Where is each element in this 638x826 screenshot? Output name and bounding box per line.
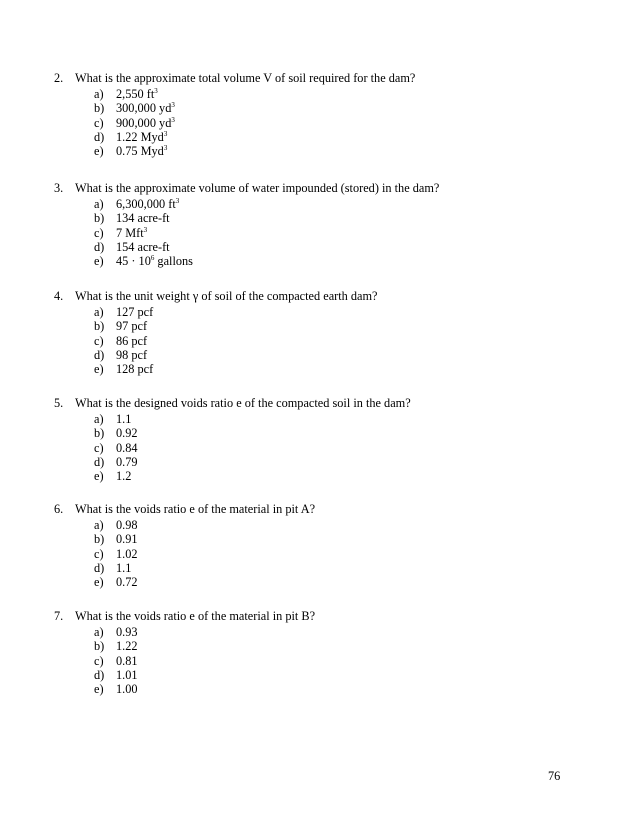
answer-option-c [94,654,614,668]
answer-option-b [94,319,614,333]
answer-option-e [94,362,614,376]
question-stem [54,609,614,623]
option-text: 900,000 yd [116,115,172,130]
question-2 [54,71,614,158]
option-text: 127 pcf [116,305,154,319]
answer-options [94,305,614,376]
answer-option-e [94,682,614,696]
option-text: 0.93 [116,625,138,639]
question-5 [54,396,614,483]
answer-option-a [94,87,614,101]
answer-option-b [94,211,614,225]
question-stem [54,181,614,195]
question-number: 5. [54,396,64,410]
option-letter: b) [94,426,105,441]
answer-option-a [94,625,614,639]
question-3 [54,181,614,268]
option-letter: e) [94,362,104,377]
option-superscript: 3 [143,225,148,234]
answer-option-c [94,116,614,130]
answer-option-d [94,348,614,362]
answer-option-c [94,334,614,348]
answer-option-d [94,240,614,254]
page-number: 76 [548,769,561,783]
option-letter: c) [94,333,104,348]
option-text-suffix: gallons [154,254,193,269]
option-text: 1.01 [116,667,138,682]
option-letter: c) [94,115,104,130]
option-superscript: 3 [171,115,175,124]
option-letter: b) [94,101,105,116]
option-letter: b) [94,211,105,226]
option-text: 98 pcf [116,347,148,362]
question-stem [54,289,614,303]
option-text: 1.1 [116,560,132,575]
question-7 [54,609,614,696]
option-letter: c) [94,546,104,561]
question-text: What is the unit weight γ of soil of the compacted earth dam? [75,289,378,303]
option-superscript: 3 [163,129,168,138]
option-letter: b) [94,639,105,654]
answer-option-a [94,518,614,532]
option-letter: b) [94,532,105,547]
option-text: 1.22 Myd [116,129,164,144]
question-text: What is the approximate volume of water impounded (stored) in the dam? [75,181,440,195]
question-number: 4. [54,289,64,303]
option-letter: a) [94,625,104,639]
option-letter: d) [94,667,105,682]
answer-options [94,87,614,158]
question-number: 2. [54,71,64,85]
answer-option-e [94,575,614,589]
option-letter: d) [94,454,105,469]
answer-option-d [94,561,614,575]
option-letter: e) [94,682,104,697]
option-letter: d) [94,129,105,144]
option-text: 0.79 [116,454,138,469]
option-letter: c) [94,653,104,668]
option-text: 7 Mft [116,225,144,240]
question-stem [54,502,614,516]
option-text: 0.84 [116,440,138,455]
option-text: 0.91 [116,532,138,547]
question-number: 6. [54,502,64,516]
answer-option-c [94,226,614,240]
option-text: 6,300,000 ft [116,197,176,211]
answer-option-d [94,455,614,469]
option-text: 1.1 [116,412,132,426]
option-text: 1.22 [116,639,138,654]
option-superscript: 3 [171,101,175,110]
question-text: What is the approximate total volume V of soil required for the dam? [75,71,416,85]
option-letter: a) [94,305,104,319]
option-letter: d) [94,560,105,575]
option-letter: e) [94,575,104,590]
question-6 [54,502,614,589]
option-text: 1.00 [116,682,138,697]
option-text: 154 acre-ft [116,239,170,254]
question-stem [54,71,614,85]
option-superscript: 3 [163,144,168,153]
answer-option-c [94,441,614,455]
answer-option-b [94,639,614,653]
answer-option-a [94,305,614,319]
question-number: 7. [54,609,64,623]
option-superscript: 6 [150,254,155,263]
option-letter: d) [94,347,105,362]
question-4 [54,289,614,376]
option-letter: c) [94,440,104,455]
option-text: 86 pcf [116,333,148,348]
option-text: 134 acre-ft [116,211,170,226]
answer-option-b [94,532,614,546]
option-text: 1.02 [116,546,138,561]
answer-option-b [94,101,614,115]
option-superscript: 3 [175,197,180,205]
answer-options [94,197,614,268]
option-letter: b) [94,319,105,334]
option-superscript: 3 [154,87,158,95]
option-text: 0.72 [116,575,138,590]
option-text: 128 pcf [116,362,154,377]
question-text: What is the voids ratio e of the material in pit B? [75,609,316,623]
option-letter: d) [94,239,105,254]
answer-option-a [94,412,614,426]
option-letter: e) [94,254,104,269]
option-text: 0.75 Myd [116,144,164,159]
option-letter: e) [94,469,104,484]
option-text: 0.98 [116,518,138,532]
option-text: 0.92 [116,426,138,441]
option-letter: c) [94,225,104,240]
option-letter: a) [94,518,104,532]
option-letter: a) [94,197,104,211]
answer-option-e [94,469,614,483]
question-text: What is the designed voids ratio e of the compacted soil in the dam? [75,396,411,410]
option-text: 300,000 yd [116,101,172,116]
answer-options [94,518,614,589]
option-text: 0.81 [116,653,138,668]
answer-option-a [94,197,614,211]
option-letter: a) [94,412,104,426]
answer-option-e [94,144,614,158]
answer-option-c [94,547,614,561]
answer-options [94,625,614,696]
answer-options [94,412,614,483]
question-number: 3. [54,181,64,195]
option-text: 45 · 10 [116,254,151,269]
answer-option-e [94,254,614,268]
option-text: 1.2 [116,469,132,484]
option-text: 2,550 ft [116,87,155,101]
option-text: 97 pcf [116,319,148,334]
answer-option-b [94,426,614,440]
answer-option-d [94,130,614,144]
question-text: What is the voids ratio e of the material in pit A? [75,502,316,516]
answer-option-d [94,668,614,682]
option-letter: e) [94,144,104,159]
question-stem [54,396,614,410]
option-letter: a) [94,87,104,101]
